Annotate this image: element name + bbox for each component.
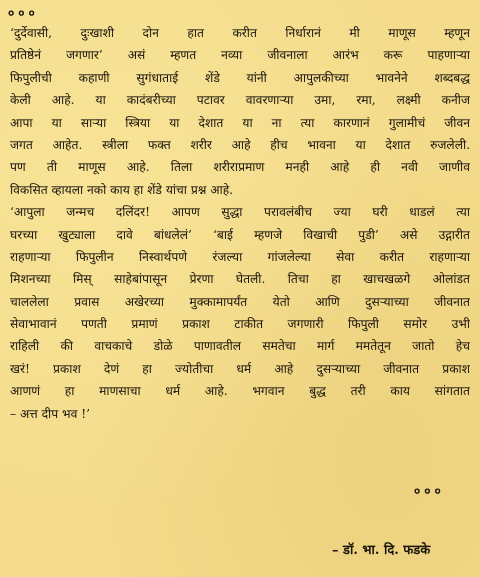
paragraph-2-line: राहणाऱ्या फिपुलीन निस्वार्थपणे रंजल्या गांजलेल्या सेवा करीत राहणाऱ्या	[10, 249, 470, 264]
paragraph-1-line: जगत आहेत. स्त्रीला फक्त शरीर आहे हीच भावना या देशात रुजलेली.	[10, 137, 470, 152]
paragraph-2-line: आणणं हा माणसाचा धर्म आहे. भगवान बुद्ध तरी काय सांगतात	[10, 384, 470, 399]
author-signature: – डॉ. भा. दि. फडके	[332, 543, 431, 558]
paragraph-2-line: – अत्त दीप भव !’	[10, 406, 90, 421]
paragraph-1-line: पण ती माणूस आहे. तिला शरीराप्रमाण मनही आहे ही नवी जाणीव	[10, 160, 470, 175]
paragraph-2-line: मिशनच्या मिस् साहेबांपासून प्रेरणा घेतली. तिचा हा खाचखळगे ओलांडत	[10, 272, 470, 287]
paragraph-1-line: फिपुलीची कहाणी सुगंधाताई शेंडे यांनी आपुलकीच्या भावनेने शब्दबद्ध	[10, 70, 470, 85]
paragraph-1-line: विकसित व्हायला नको काय हा शेंडे यांचा प्रश्न आहे.	[10, 182, 234, 197]
paragraph-1-line: प्रतिष्ठेनं जगणार’ असं म्हणत नव्या जीवनाला आरंभ करू पाहणाऱ्या	[10, 48, 470, 63]
paragraph-1-line: ‘दुर्देवासी, दुःखाशी दोन हात करीत निर्धारानं मी माणूस म्हणून	[10, 26, 470, 40]
ellipsis-bottom: ०००	[414, 484, 445, 498]
paragraph-2-line: राहिली की वाचकाचे डोळे पाणावतील समतेचा मार्ग ममतेतून जातो हेच	[10, 339, 470, 354]
paragraph-2-line: चाललेला प्रवास अखेरच्या मुक्कामापर्यंत येतो आणि दुसऱ्याच्या जीवनात	[10, 294, 470, 309]
paragraph-2-line: सेवाभावानं पणती प्रमाणं प्रकाश टाकीत जगणारी फिपुली समोर उभी	[10, 317, 470, 332]
blurb-text	[10, 22, 470, 425]
paragraph-1-line: केली आहे. या कादंबरीच्या पटावर वावरणाऱ्या उमा, रमा, लक्ष्मी कनीज	[10, 93, 470, 108]
paragraph-2-line: घरच्या खुट्याला दावे बांधलेलं’ ‘बाई म्हणजे विखाची पुडी’ असे उद्गारीत	[10, 227, 470, 242]
paragraph-1-line: आपा या साऱ्या स्त्रिया या देशात या ना त्या कारणानं गुलामीचं जीवन	[10, 115, 470, 130]
ellipsis-top: ०००	[8, 6, 39, 20]
paragraph-2-line: ‘आपुला जन्मच दलिंदर! आपण सुद्धा परावलंबीच ज्या घरी धाडलं त्या	[10, 205, 470, 220]
paragraph-2-line: खरं! प्रकाश देणं हा ज्योतीचा धर्म आहे दुसऱ्याच्या जीवनात प्रकाश	[10, 361, 470, 376]
